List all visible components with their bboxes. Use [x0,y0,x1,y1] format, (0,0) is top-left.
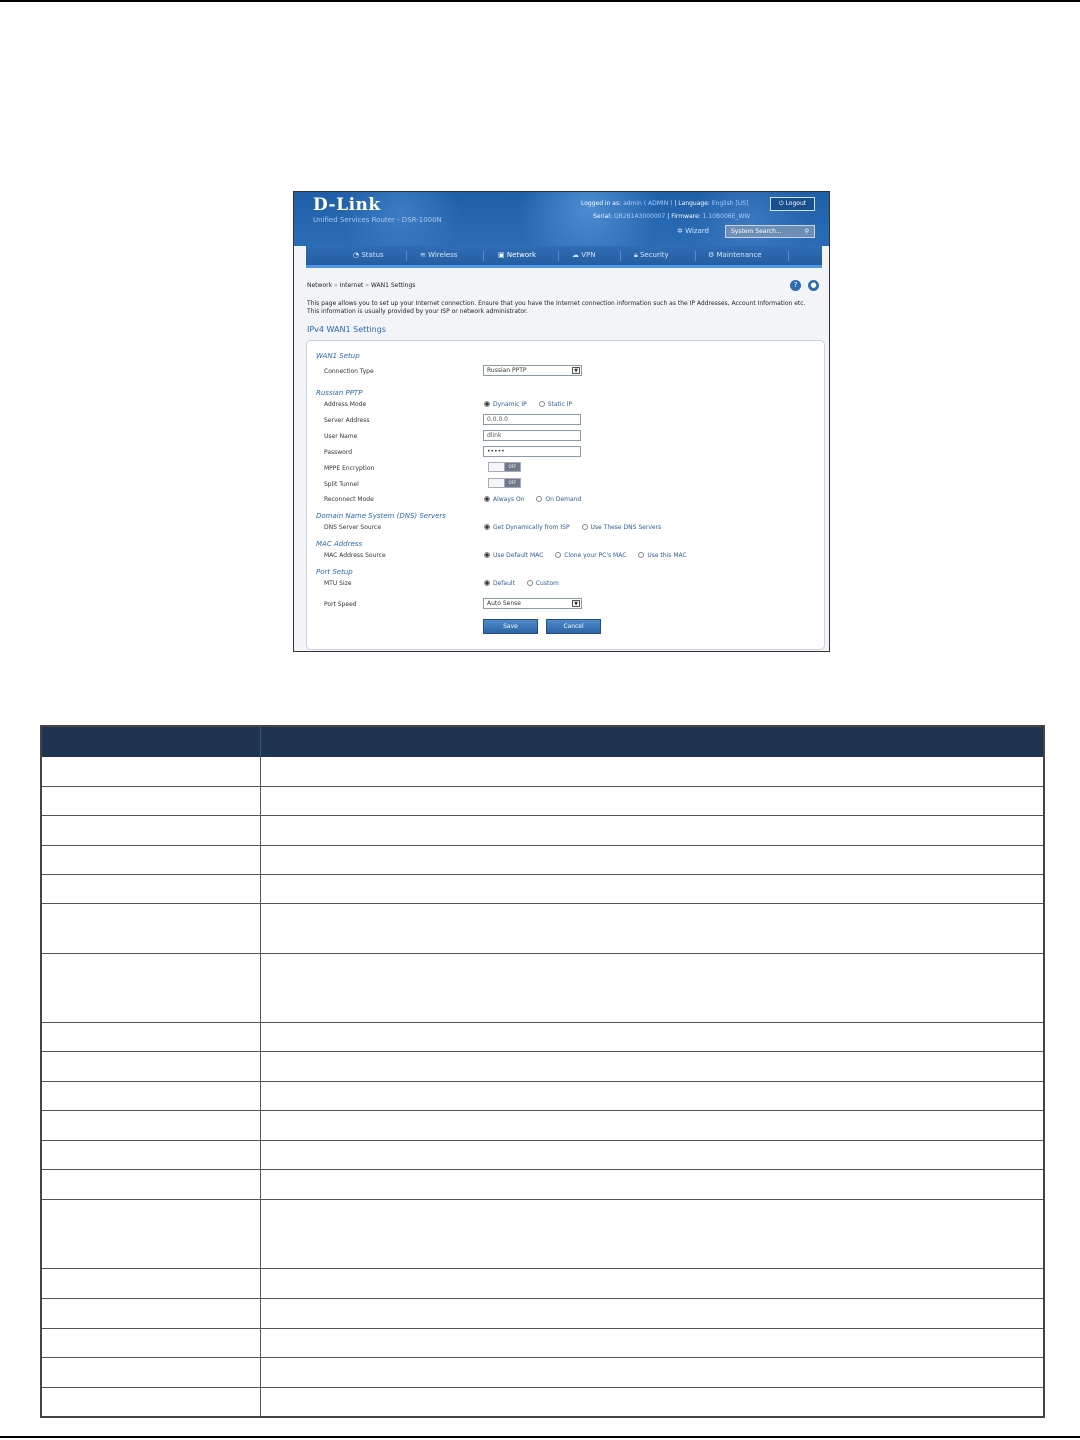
field-description-table [40,725,1045,1418]
radio-static-ip[interactable] [539,401,545,407]
nav-status[interactable]: ◔ Status [353,251,384,259]
dns-heading: Domain Name System (DNS) Servers [316,512,446,520]
radio-dns-dynamic[interactable] [484,524,490,530]
radio-mtu-custom[interactable] [527,580,533,586]
nav-wireless[interactable]: ≋ Wireless [420,251,458,259]
split-tunnel-label: Split Tunnel [324,481,359,488]
port-speed-select[interactable]: Auto Sense ▼ [483,598,582,609]
password-input[interactable]: ••••• [483,446,581,457]
connection-type-label: Connection Type [324,368,374,375]
nav-divider [788,251,789,261]
gauge-icon: ◔ [353,251,362,259]
password-label: Password [324,449,353,456]
pptp-heading: Russian PPTP [316,389,363,397]
nav-divider [695,251,696,261]
wand-icon: ✲ [677,227,683,235]
port-speed-label: Port Speed [324,601,357,608]
settings-panel [306,340,825,650]
table-row [42,757,1043,787]
top-rule [0,0,1080,2]
dlink-logo: D-Link [313,195,381,215]
address-mode-label: Address Mode [324,401,367,408]
table-row [42,954,1043,1023]
table-row [42,1052,1043,1082]
cloud-icon: ☁ [572,251,582,259]
radio-mac-custom[interactable] [638,552,644,558]
firmware-version: 1.10B006E_WW [702,213,751,220]
mac-source-label: MAC Address Source [324,552,386,559]
dns-source-label: DNS Server Source [324,524,382,531]
product-name: Unified Services Router - DSR-1000N [313,216,442,224]
table-header [42,727,1043,757]
nav-maintenance[interactable]: ⚙ Maintenance [708,251,762,259]
radio-on-demand[interactable] [536,496,542,502]
port-setup-heading: Port Setup [316,568,353,576]
login-info: Logged in as: admin ( ADMIN ) | Language: English [US] [581,200,749,207]
radio-always-on[interactable] [484,496,490,502]
wifi-icon: ≋ [420,251,429,259]
radio-mac-clone[interactable] [555,552,561,558]
main-nav [306,246,822,268]
radio-mac-default[interactable] [484,552,490,558]
logout-button[interactable]: ⏻ Logout [770,197,815,211]
table-row [42,1082,1043,1111]
table-row [42,1358,1043,1388]
breadcrumb-internet[interactable]: Internet [339,282,364,289]
mtu-size-label: MTU Size [324,580,352,587]
router-screenshot [293,191,830,652]
breadcrumb-current: WAN1 Settings [370,282,416,289]
table-row [42,1329,1043,1358]
split-tunnel-toggle[interactable]: OFF [488,478,521,488]
nav-security[interactable]: 🔒︎ Security [634,251,669,259]
table-row [42,1170,1043,1200]
nav-divider [620,251,621,261]
dns-source-radios: Get Dynamically from ISP Use These DNS Servers [484,524,661,531]
nav-network[interactable]: ▣ Network [498,251,537,259]
table-row [42,816,1043,846]
mppe-label: MPPE Encryption [324,465,375,472]
server-address-input[interactable]: 0.0.0.0 [483,414,581,425]
cancel-button[interactable]: Cancel [546,619,601,634]
logged-in-user: admin ( ADMIN ) [623,200,673,207]
mac-source-radios: Use Default MAC Clone your PC's MAC Use this MAC [484,552,687,559]
device-info: Serial: QB2B1A3000007 | Firmware: 1.10B006E_WW [593,213,751,220]
table-row [42,1141,1043,1170]
radio-dynamic-ip[interactable] [484,401,490,407]
table-row [42,787,1043,816]
save-button[interactable]: Save [483,619,538,634]
user-name-label: User Name [324,433,358,440]
nav-vpn[interactable]: ☁ VPN [572,251,596,259]
nav-divider [483,251,484,261]
server-address-label: Server Address [324,417,370,424]
mtu-size-radios: Default Custom [484,580,559,587]
language-select[interactable]: English [US] [711,200,749,207]
radio-mtu-default[interactable] [484,580,490,586]
wan-setup-heading: WAN1 Setup [316,352,360,360]
table-row [42,904,1043,954]
intro-text: This page allows you to set up your Internet connection. Ensure that you have the Internet connection information such as the IP Addresses, Account Information etc. This information is usually provided by your ISP or network administrator. [307,300,806,315]
breadcrumb: Network » Internet » WAN1 Settings [307,282,416,289]
system-search-input[interactable]: System Search... ⚲ [725,225,815,238]
section-title: IPv4 WAN1 Settings [307,325,386,334]
lock-icon: 🔒︎ [634,251,640,259]
radio-dns-custom[interactable] [582,524,588,530]
mppe-toggle[interactable]: OFF [488,462,521,472]
bottom-rule [0,1436,1080,1438]
chevron-down-icon: ▼ [572,367,580,374]
monitor-icon: ▣ [498,251,507,259]
table-row [42,1299,1043,1329]
header-banner [294,192,829,246]
address-mode-radios: Dynamic IP Static IP [484,401,572,408]
reconnect-mode-radios: Always On On Demand [484,496,581,503]
gears-icon: ⚙ [708,251,717,259]
serial-number: QB2B1A3000007 [613,213,666,220]
power-icon: ⏻ [778,200,784,207]
wizard-link[interactable]: ✲ Wizard [677,227,709,235]
chevron-down-icon: ▼ [572,600,580,607]
reconnect-mode-label: Reconnect Mode [324,496,374,503]
info-icon[interactable]: ● [808,280,819,291]
table-header-divider [260,727,261,757]
table-row [42,1111,1043,1141]
user-name-input[interactable]: dlink [483,430,581,441]
nav-divider [406,251,407,261]
mac-heading: MAC Address [316,540,363,548]
nav-divider [558,251,559,261]
table-row [42,1200,1043,1269]
table-row [42,846,1043,875]
table-row [42,1269,1043,1299]
connection-type-select[interactable]: Russian PPTP ▼ [483,365,582,376]
breadcrumb-network[interactable]: Network [307,282,333,289]
help-icon[interactable]: ? [790,280,801,291]
search-icon: ⚲ [804,228,809,235]
table-row [42,875,1043,904]
table-row [42,1023,1043,1052]
